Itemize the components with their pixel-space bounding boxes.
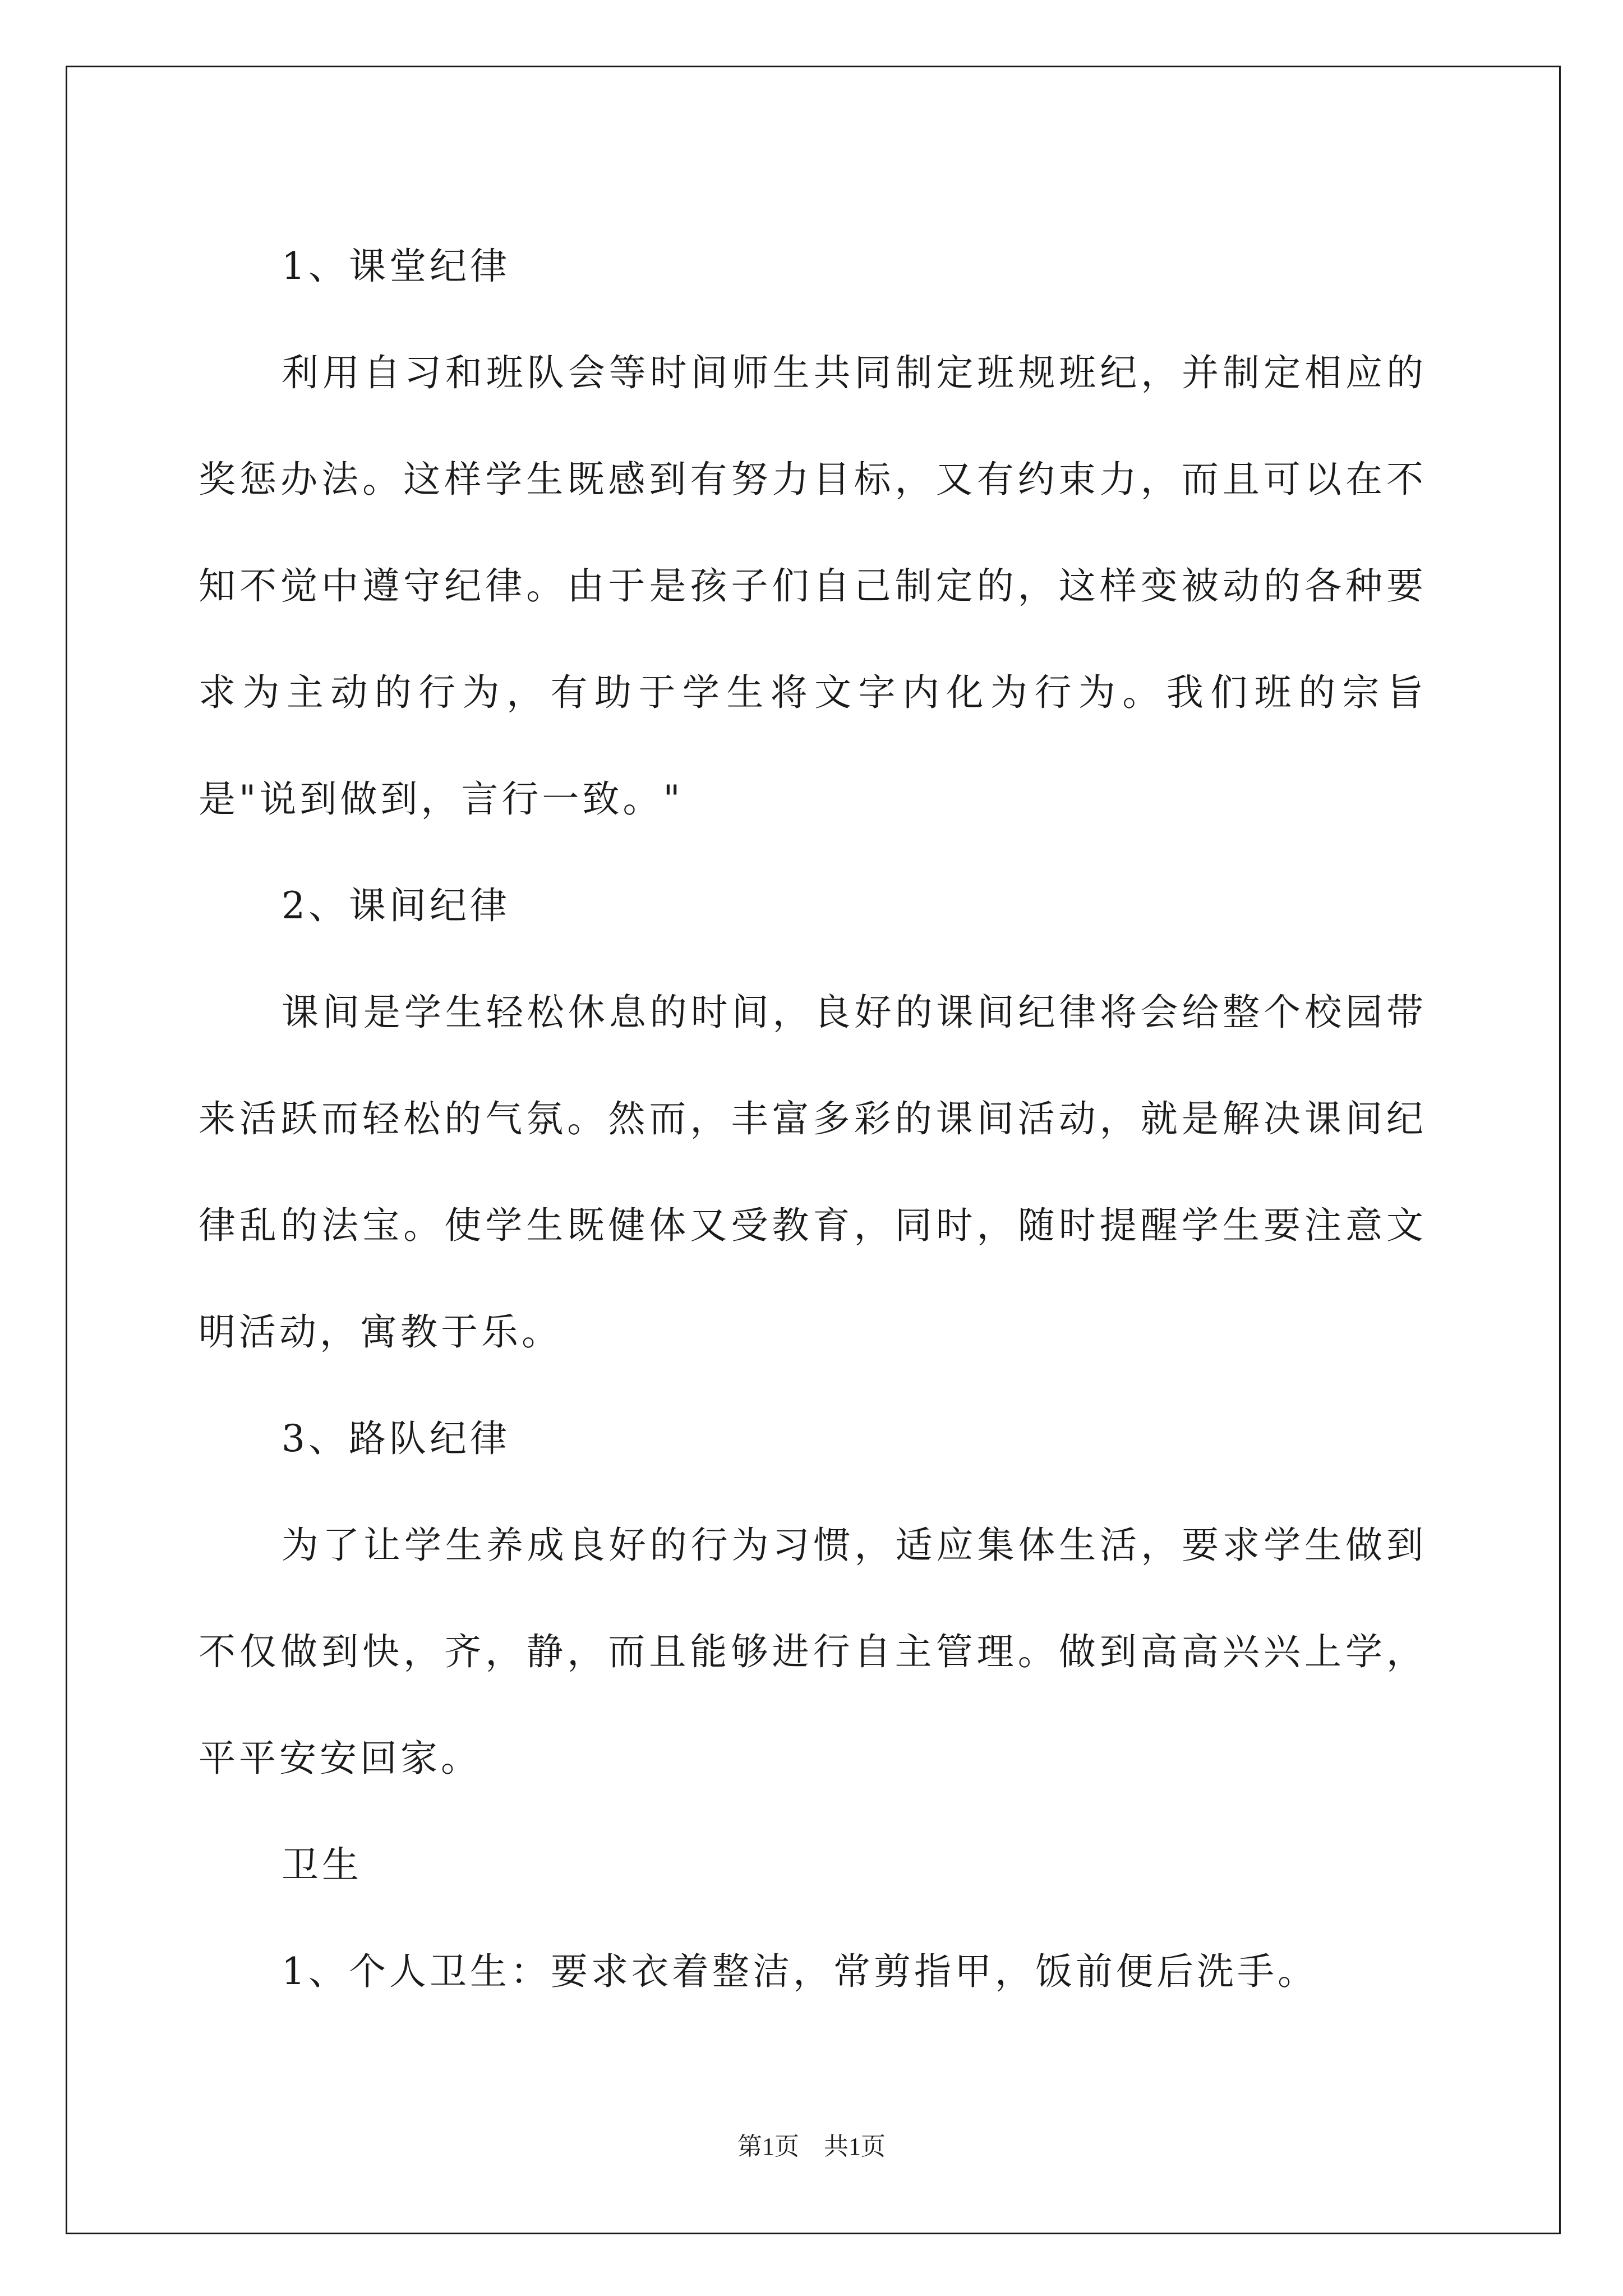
- section-heading-hygiene: 卫生: [282, 1843, 362, 1887]
- hygiene-item-personal: 1、个人卫生：要求衣着整洁，常剪指甲，饭前便后洗手。: [282, 1950, 1318, 1993]
- section-heading-queue-discipline: 3、路队纪律: [282, 1417, 510, 1460]
- section-body-break-discipline: 课间是学生轻松休息的时间，良好的课间纪律将会给整个校园带来活跃而轻松的气氛。然而，丰富多彩的课间活动，就是解决课间纪律乱的法宝。使学生既健体又受教育，同时，随时提醒学生要注意文明活动，寓教于乐。: [199, 991, 1427, 1354]
- document-body: [199, 213, 1427, 2025]
- page-number-footer: 第1页 共1页: [737, 2133, 886, 2160]
- section-body-classroom-discipline: 利用自习和班队会等时间师生共同制定班规班纪，并制定相应的奖惩办法。这样学生既感到有努力目标，又有约束力，而且可以在不知不觉中遵守纪律。由于是孩子们自己制定的，这样变被动的各种要求为主动的行为，有助于学生将文字内化为行为。我们班的宗旨是"说到做到，言行一致。": [199, 351, 1427, 821]
- section-heading-break-discipline: 2、课间纪律: [282, 884, 510, 927]
- section-body-queue-discipline: 为了让学生养成良好的行为习惯，适应集体生活，要求学生做到不仅做到快，齐，静，而且能够进行自主管理。做到高高兴兴上学，平平安安回家。: [199, 1524, 1427, 1780]
- section-heading-classroom-discipline: 1、课堂纪律: [282, 245, 510, 288]
